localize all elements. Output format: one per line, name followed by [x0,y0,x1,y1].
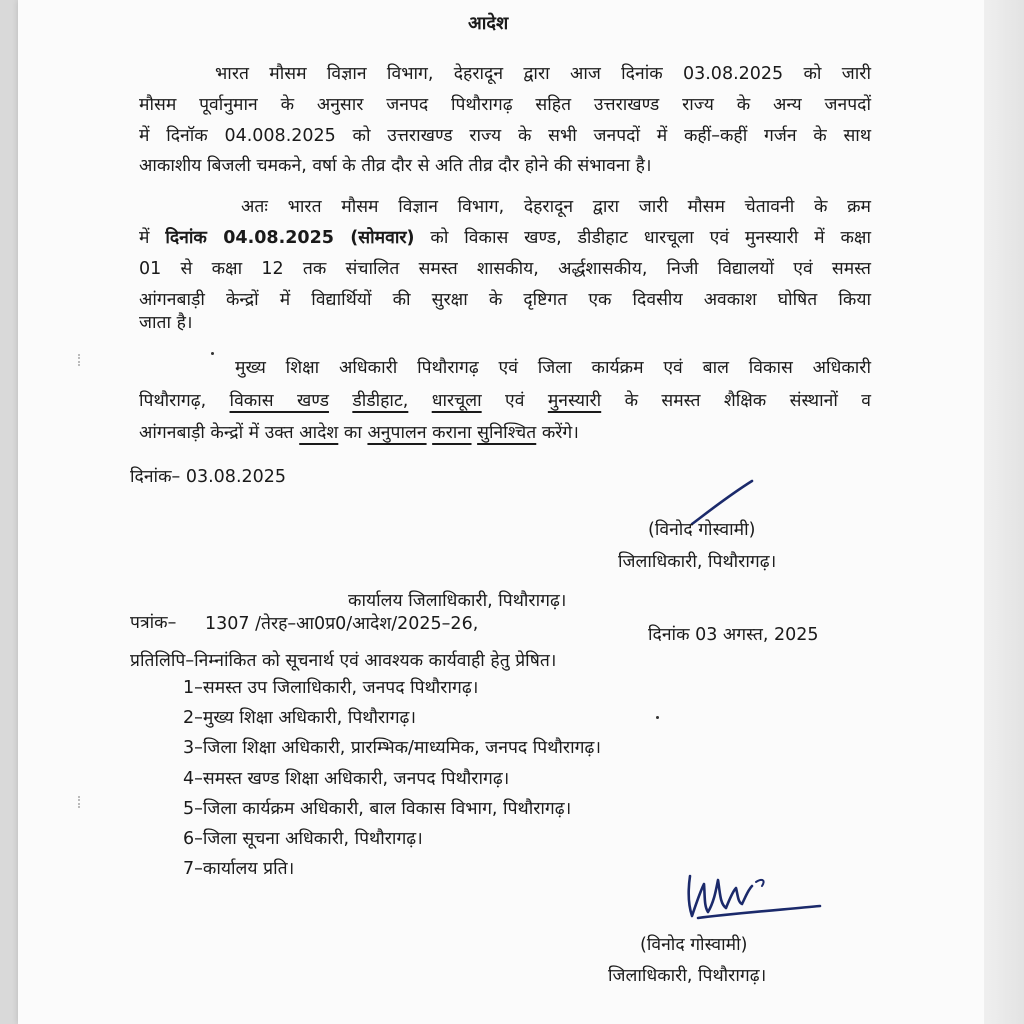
para1-line2: मौसम पूर्वानुमान के अनुसार जनपद पिथौरागढ़ सहित उत्तराखण्ड राज्य के अन्य जनपदों [139,95,871,115]
punch-hole [78,796,86,808]
underlined-karana: कराना [432,423,472,443]
para3-text: के समस्त शैक्षिक संस्थानों व [624,391,871,411]
para3-line2 [139,393,871,411]
signatory-title-1: जिलाधिकारी, पिथौरागढ़। [618,552,777,572]
para2-line2-post: को विकास खण्ड, डीडीहाट धारचूला एवं मुनस्यारी में कक्षा [430,228,871,248]
date-value: 03.08.2025 [185,467,287,487]
underlined-anupalan: अनुपालन [367,423,427,443]
scan-edge [984,0,1024,1024]
date-label: दिनांक– [130,467,181,487]
para3-text: करेंगे। [541,423,579,443]
para3-text: पिथौरागढ़, [139,391,207,411]
recipient-1: 1–समस्त उप जिलाधिकारी, जनपद पिथौरागढ़। [183,678,479,698]
para3-text: का [343,423,362,443]
recipient-2: 2–मुख्य शिक्षा अधिकारी, पिथौरागढ़। [183,708,417,728]
punch-hole [78,354,86,366]
para3-line3 [139,425,579,443]
recipient-4: 4–समस्त खण्ड शिक्षा अधिकारी, जनपद पिथौरागढ़। [183,769,510,789]
recipient-3: 3–जिला शिक्षा अधिकारी, प्रारम्भिक/माध्यमिक, जनपद पिथौरागढ़। [183,738,601,758]
recipient-7: 7–कार्यालय प्रति। [183,859,295,879]
office-heading: कार्यालय जिलाधिकारी, पिथौरागढ़। [348,591,567,611]
order-date [130,469,286,487]
signatory-name-1: (विनोद गोस्वामी) [648,520,756,540]
letter-number: 1307 /तेरह–आ0प्र0/आदेश/2025–26, [205,614,479,634]
para2-line1: अतः भारत मौसम विज्ञान विभाग, देहरादून द्वारा जारी मौसम चेतावनी के क्रम [241,197,871,217]
recipient-6: 6–जिला सूचना अधिकारी, पिथौरागढ़। [183,829,423,849]
para2-line2-pre: में [139,228,150,248]
holiday-date: दिनांक 04.08.2025 (सोमवार) [165,228,415,248]
stray-mark [656,716,659,719]
para3-text: एवं [505,391,525,411]
recipient-5: 5–जिला कार्यक्रम अधिकारी, बाल विकास विभाग, पिथौरागढ़। [183,799,572,819]
para1-line3: में दिनॉक 04.008.2025 को उत्तराखण्ड राज्य के सभी जनपदों में कहीं–कहीं गर्जन के साथ [139,126,871,146]
letter-label: पत्रांक– [130,613,177,633]
underlined-aadesh: आदेश [299,423,339,443]
underlined-munsyari: मुनस्यारी [547,391,602,411]
para2-line4: आंगनबाड़ी केन्द्रों में विद्यार्थियों की सुरक्षा के दृष्टिगत एक दिवसीय अवकाश घोषित किया [139,290,871,310]
para1-line4: आकाशीय बिजली चमकने, वर्षा के तीव्र दौर से अति तीव्र दौर होने की संभावना है। [139,156,652,176]
underlined-sunishchit: सुनिश्चित [477,423,537,443]
order-title: आदेश [468,13,509,34]
para2-line2 [139,230,871,248]
para1-line1: भारत मौसम विज्ञान विभाग, देहरादून द्वारा आज दिनांक 03.08.2025 को जारी [215,64,871,84]
document-page [18,0,984,1024]
signatory-title-2: जिलाधिकारी, पिथौरागढ़। [608,966,767,986]
letter-date: दिनांक 03 अगस्त, 2025 [648,625,819,645]
signatory-name-2: (विनोद गोस्वामी) [640,935,748,955]
underlined-didihat: डीडीहाट, [352,391,409,411]
para2-line5: जाता है। [139,313,193,333]
underlined-vikas-khand: विकास खण्ड [229,391,329,411]
underlined-dharchula: धारचूला [431,391,482,411]
para2-line3: 01 से कक्षा 12 तक संचालित समस्त शासकीय, अर्द्धशासकीय, निजी विद्यालयों एवं समस्त [139,259,871,279]
para3-text: आंगनबाड़ी केन्द्रों में उक्त [139,423,294,443]
stray-mark [211,352,214,355]
signature-mark-2 [678,864,828,926]
para3-line1: मुख्य शिक्षा अधिकारी पिथौरागढ़ एवं जिला कार्यक्रम एवं बाल विकास अधिकारी [235,358,871,378]
copy-to: प्रतिलिपि–निम्नांकित को सूचनार्थ एवं आवश्यक कार्यवाही हेतु प्रेषित। [130,651,557,671]
